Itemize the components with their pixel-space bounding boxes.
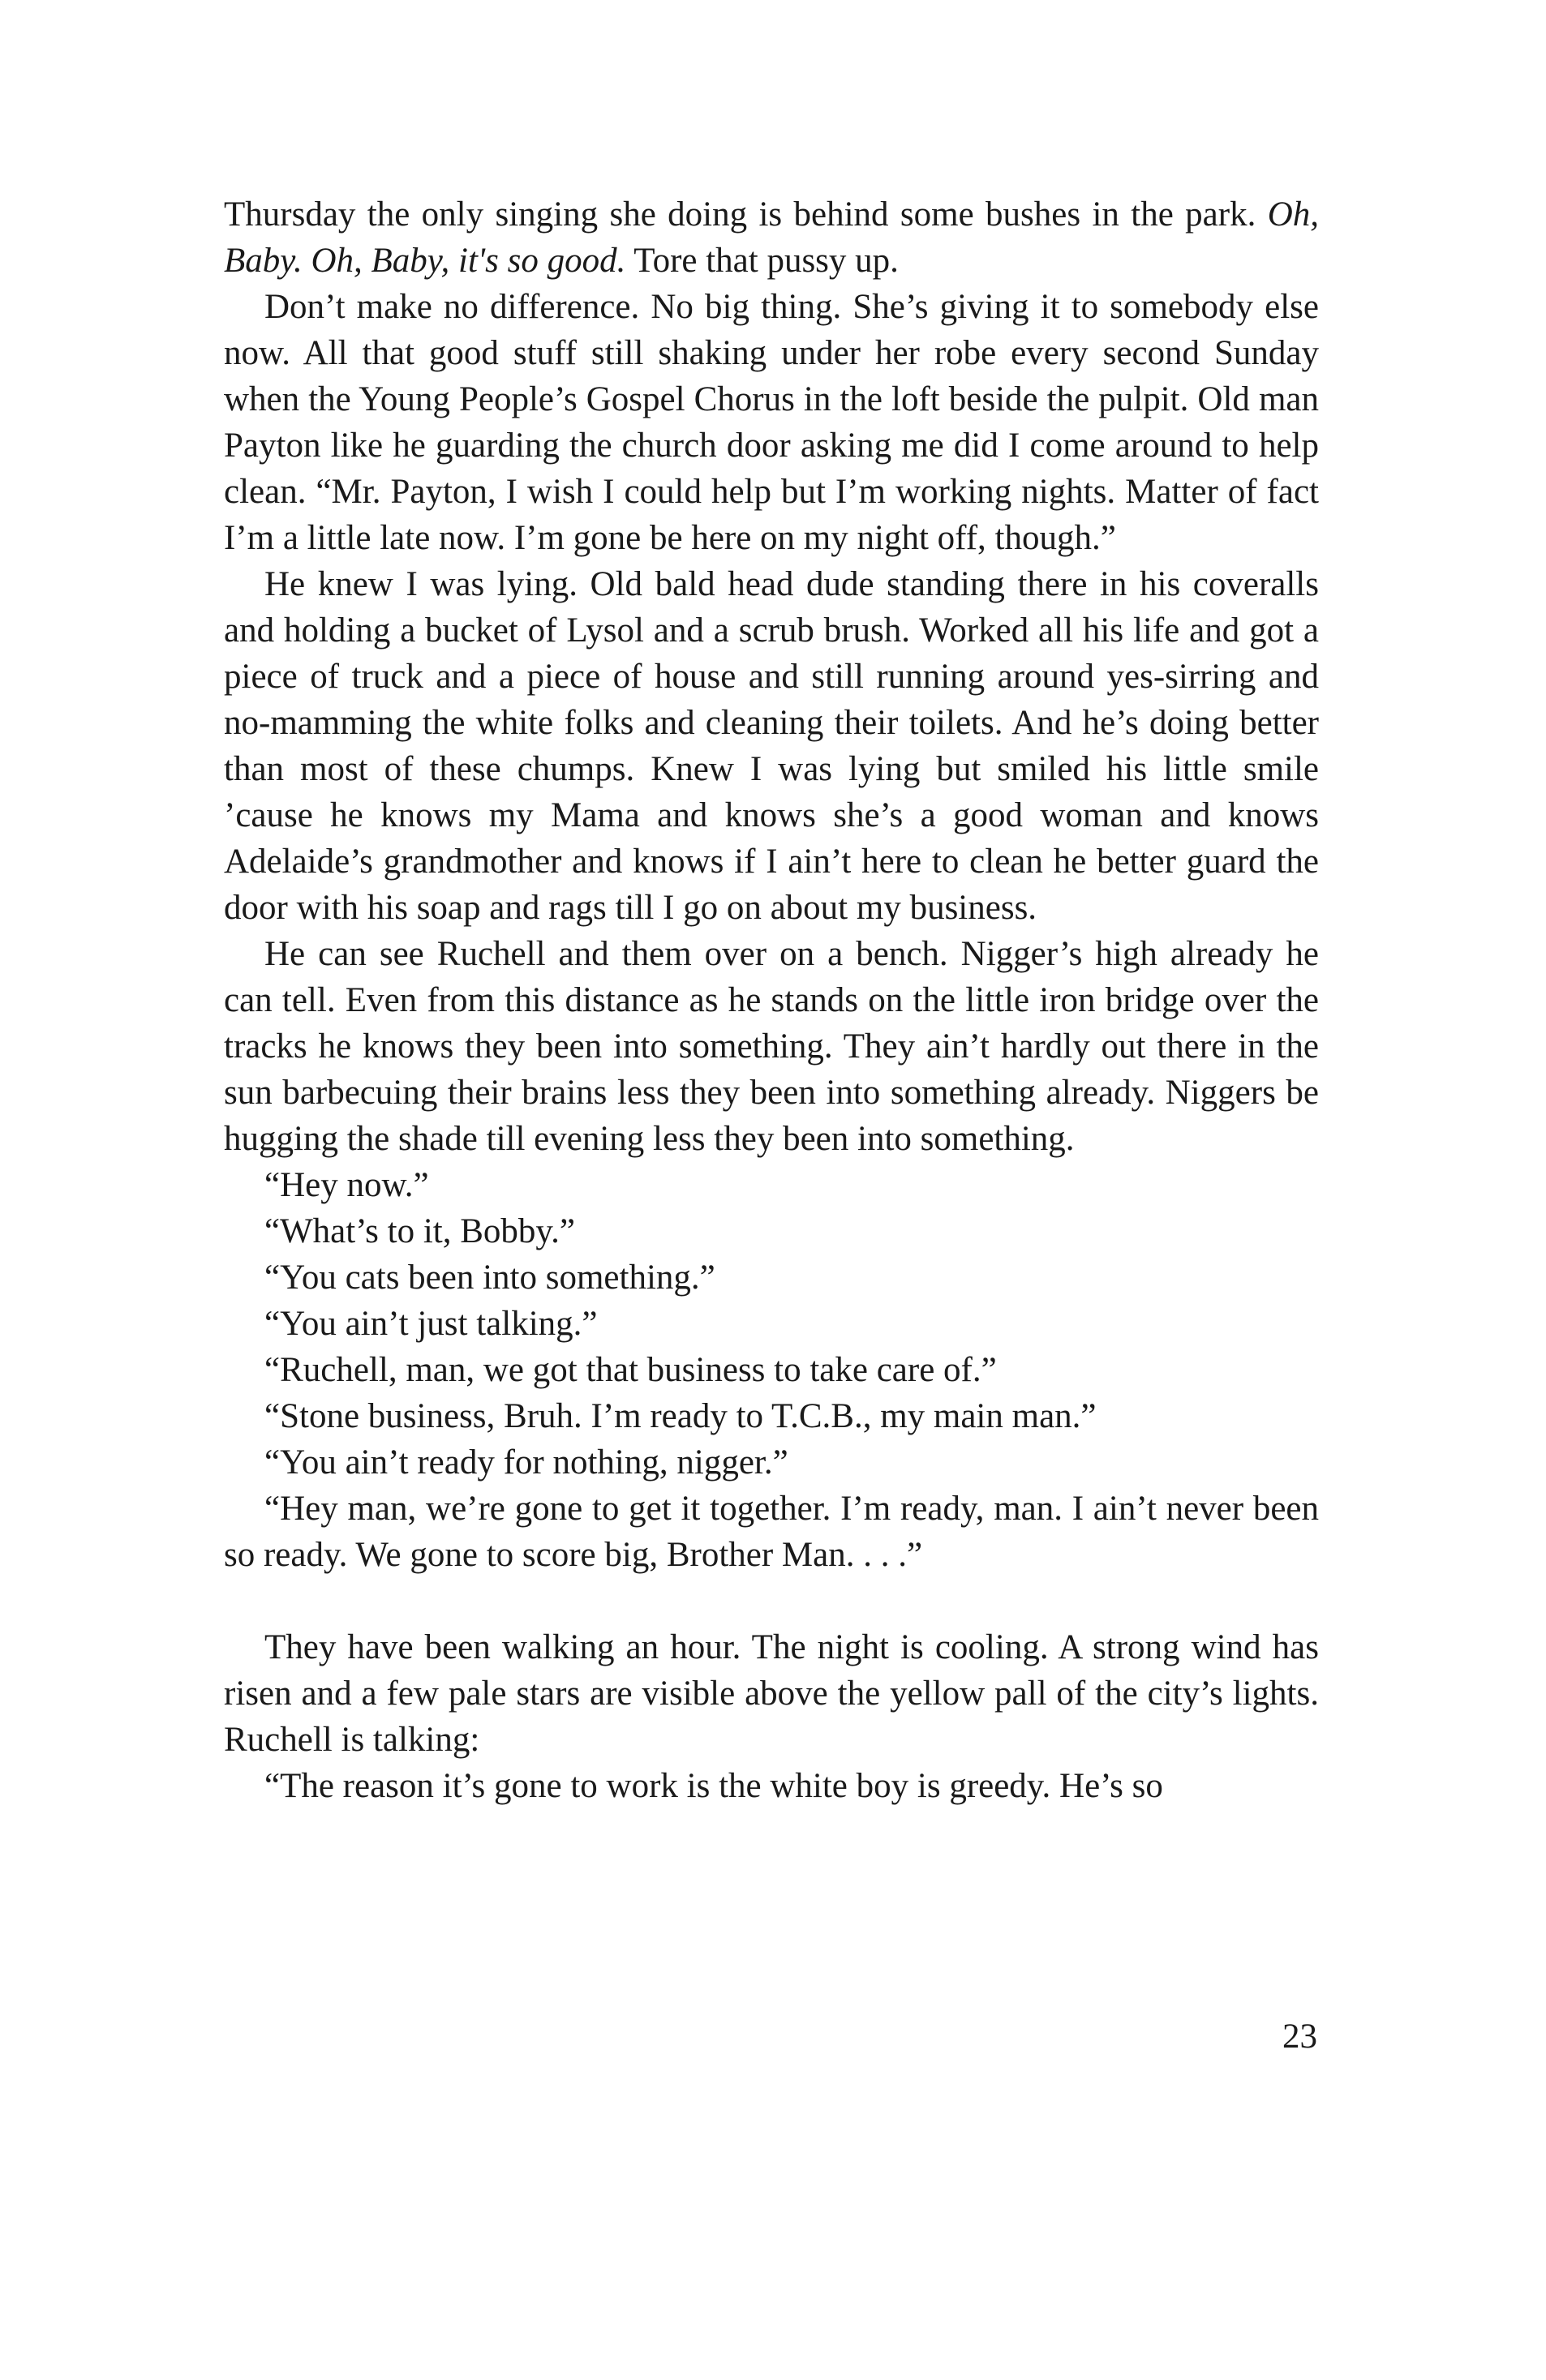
dialogue-line-5: “Ruchell, man, we got that business to take care of.” [264,1351,997,1389]
paragraph-last: “The reason it’s gone to work is the white boy is greedy. He’s so [264,1767,1163,1805]
dialogue-line-6: “Stone business, Bruh. I’m ready to T.C.B., my main man.” [264,1397,1097,1435]
paragraph-1 [224,191,1319,284]
paragraph-3: He knew I was lying. Old bald head dude standing there in his coveralls and holding a bucket of Lysol and a scrub brush. Worked all his life and got a piece of truck and a piece of house and still running around yes-sirring and no-mamming the white folks and cleaning their toilets. And he’s doing better than most of these chumps. Knew I was lying but smiled his little smile ’cause he knows my Mama and knows she’s a good woman and knows Adelaide’s grandmother and knows if I ain’t here to clean he better guard the door with his soap and rags till I go on about my business. [224,565,1319,927]
body-text [224,191,1319,1809]
paragraph-2: Don’t make no difference. No big thing. She’s giving it to somebody else now. All that good stuff still shaking under her robe every second Sunday when the Young People’s Gospel Chorus in the loft beside the pulpit. Old man Payton like he guarding the church door asking me did I come around to help clean. “Mr. Payton, I wish I could help but I’m working nights. Matter of fact I’m a little late now. I’m gone be here on my night off, though.” [224,288,1319,557]
paragraph-section-start: They have been walking an hour. The night is cooling. A strong wind has risen and a few pale stars are visible above the yellow pall of the city’s lights. Ruchell is talking: [224,1628,1319,1759]
paragraph-4: He can see Ruchell and them over on a bench. Nigger’s high already he can tell. Even from this distance as he stands on the little iron bridge over the tracks he knows they been into something. They ain’t hardly out there in the sun barbecuing their brains less they been into something already. Niggers be hugging the shade till evening less they been into something. [224,935,1319,1158]
page-number: 23 [1282,2018,1317,2056]
dialogue-line-1: “Hey now.” [264,1166,429,1204]
dialogue-line-3: “You cats been into something.” [264,1259,715,1297]
paragraph-1-text-a: Thursday the only singing she doing is behind some bushes in the park. [224,195,1268,234]
paragraph-dialogue-long: “Hey man, we’re gone to get it together. I’m ready, man. I ain’t never been so ready. We gone to score big, Brother Man. . . .” [224,1490,1319,1574]
paragraph-1-text-b: Tore that pussy up. [625,242,899,280]
dialogue-line-7: “You ain’t ready for nothing, nigger.” [264,1443,788,1482]
dialogue-line-4: “You ain’t just talking.” [264,1305,598,1343]
dialogue-line-2: “What’s to it, Bobby.” [264,1212,575,1250]
paragraph-1-italic-text: Oh, Baby. Oh, Baby, it's so good. [224,195,1319,280]
